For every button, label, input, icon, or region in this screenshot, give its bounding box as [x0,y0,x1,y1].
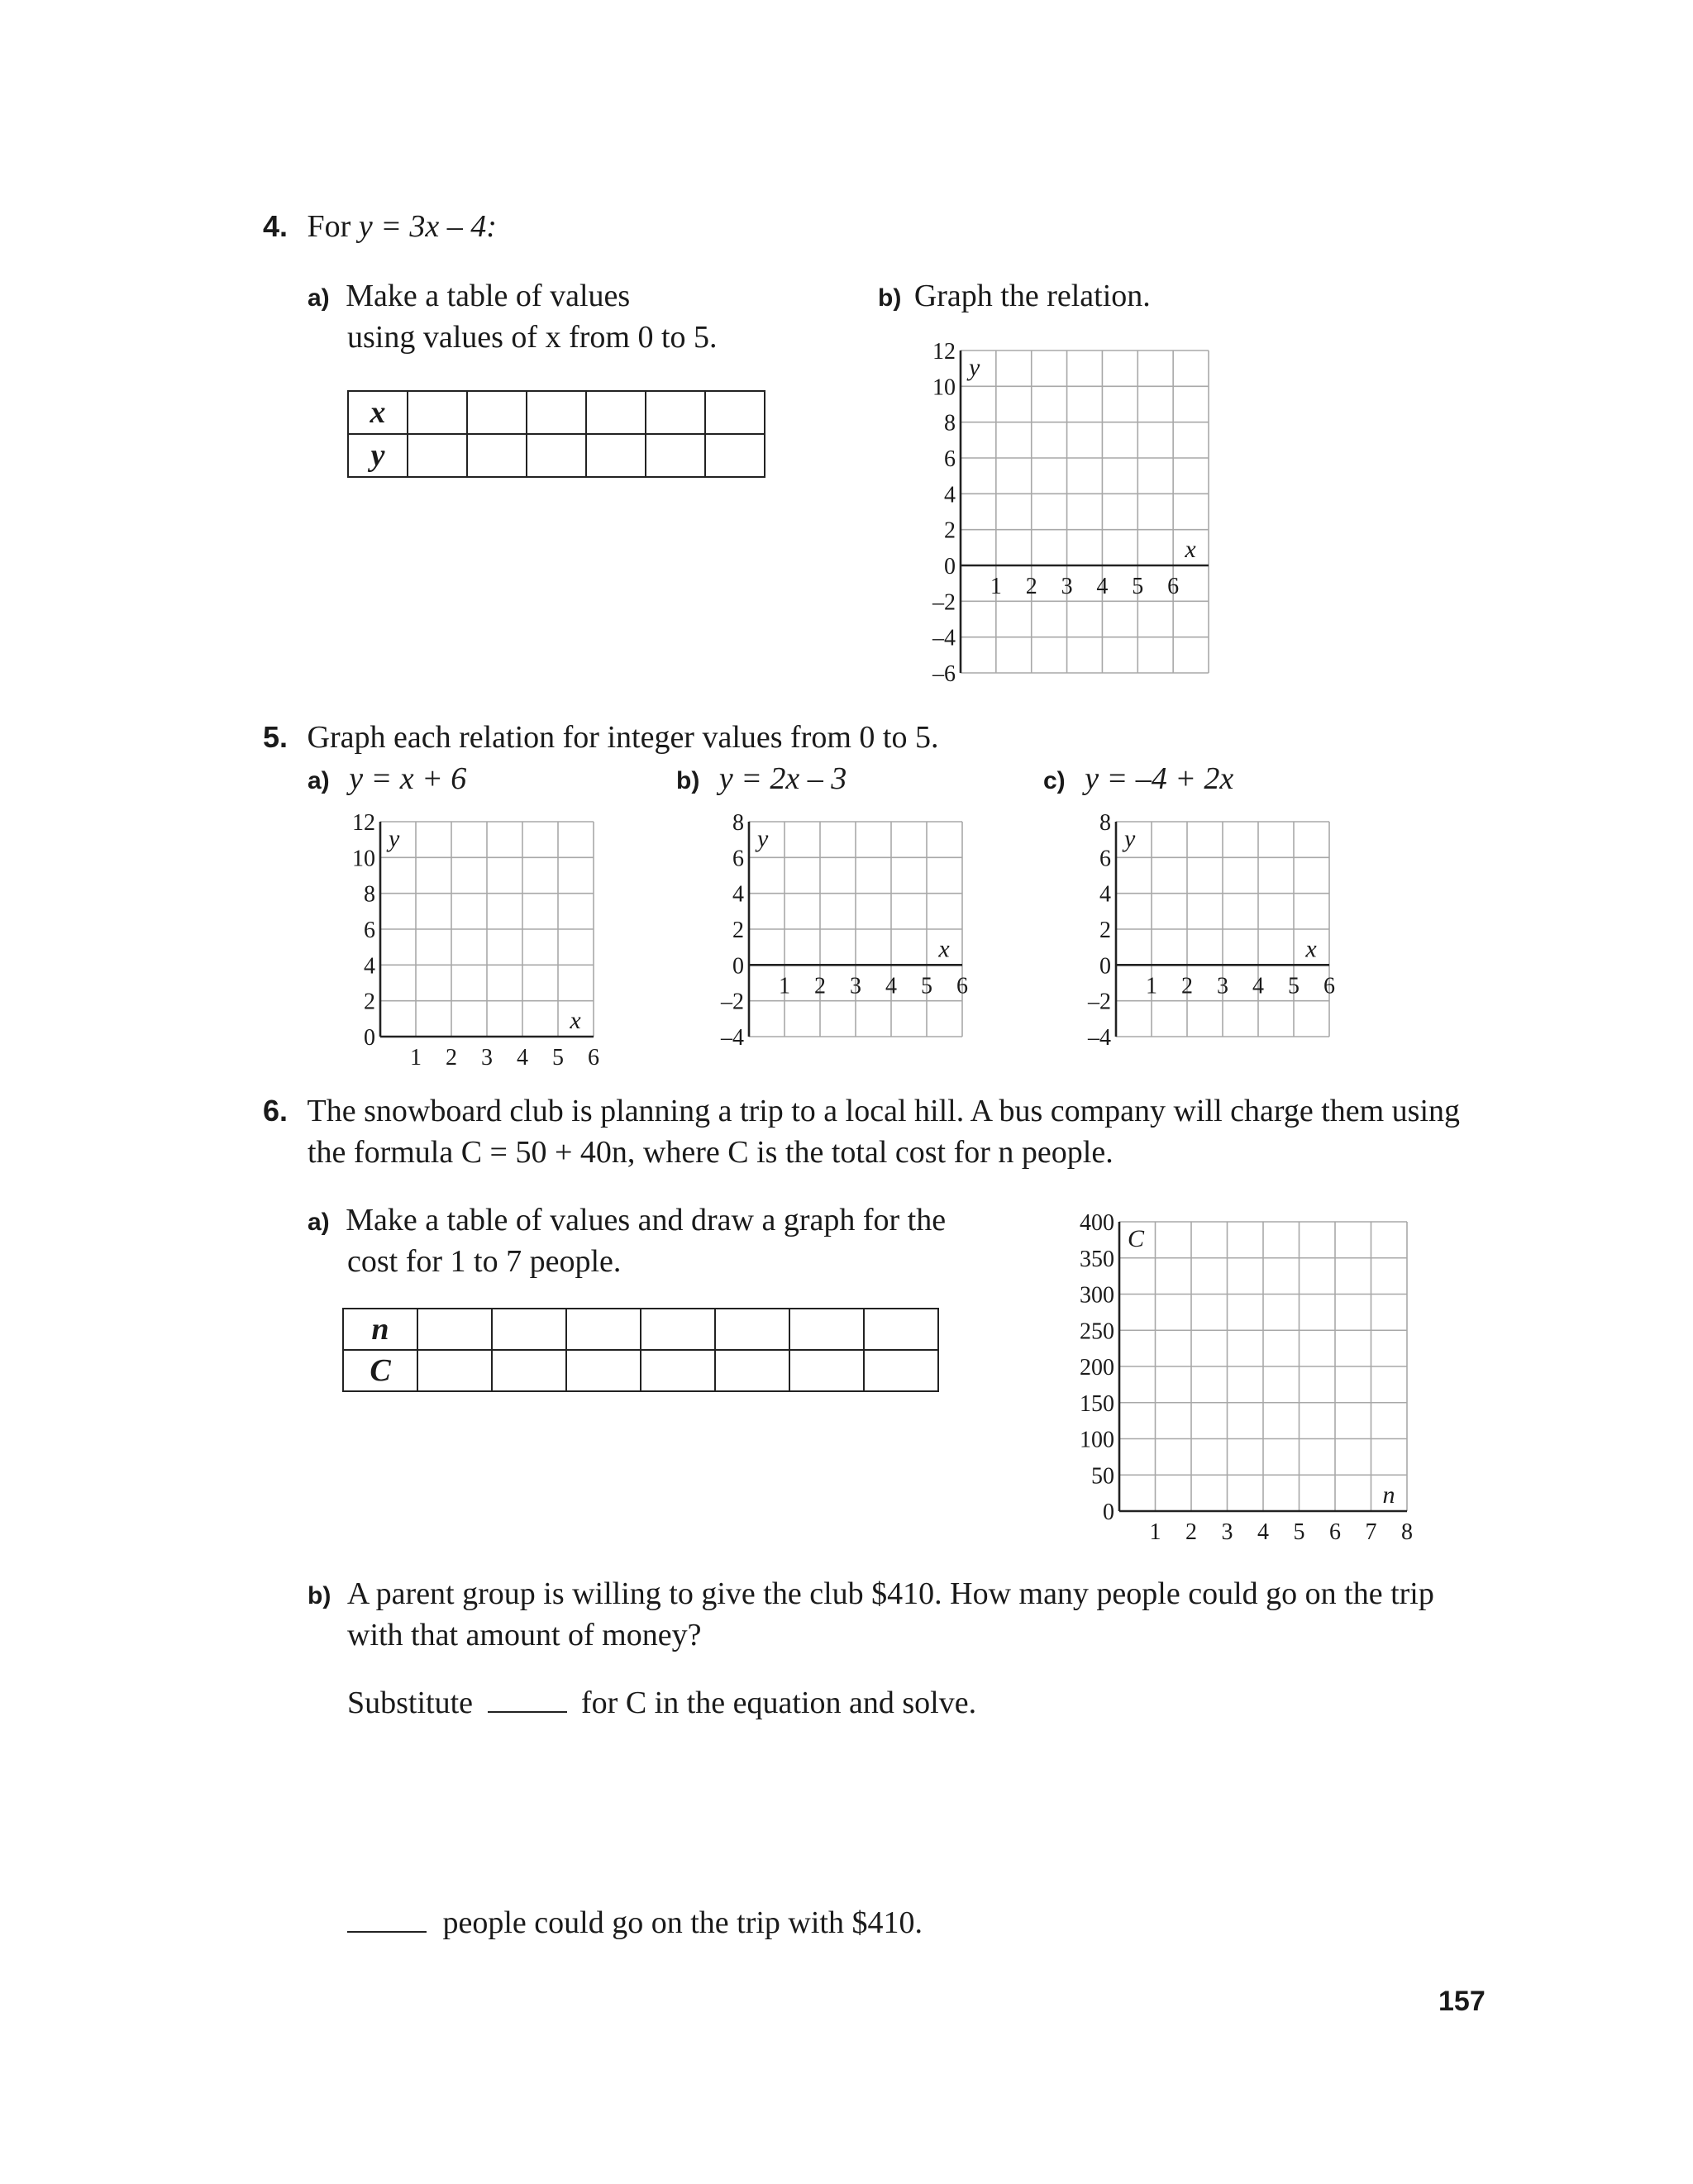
x-tick-label: 3 [850,973,861,999]
x-tick-label: 4 [1096,574,1109,599]
table-row [343,1350,938,1391]
q5b-equation: y = 2x – 3 [718,761,847,796]
table-cell[interactable] [527,434,586,477]
q5a-heading [308,759,466,799]
table-cell[interactable] [646,434,705,477]
table-cell[interactable] [467,434,527,477]
y-tick-label: 2 [732,918,744,943]
y-tick-label: –2 [721,989,744,1015]
q4-prompt [263,207,497,247]
y-tick-label: 12 [352,810,375,836]
q5-prompt [263,718,938,758]
q6b-line1: A parent group is willing to give the club $410. How many people could go on the trip [346,1576,1434,1611]
table-cell[interactable] [641,1309,715,1350]
table-cell[interactable] [715,1350,789,1391]
y-tick-label: 10 [352,846,375,872]
y-tick-label: 0 [1103,1500,1114,1525]
y-tick-label: 4 [944,482,956,508]
y-tick-label: –4 [1088,1025,1111,1051]
y-tick-label: 0 [944,554,956,579]
y-tick-label: 200 [1080,1355,1114,1380]
y-axis-label: C [1128,1225,1145,1252]
q6-prompt-line2: the formula C = 50 + 40n, where C is the total cost for n people. [308,1135,1114,1170]
q6-row-label-n: n [343,1309,417,1350]
table-cell[interactable] [789,1350,864,1391]
table-cell[interactable] [527,391,586,434]
q4-prompt-prefix: For [307,209,351,244]
y-tick-label: 50 [1091,1463,1114,1490]
x-axis-label: n [1382,1481,1395,1509]
table-cell[interactable] [864,1350,938,1391]
q5-number: 5. [263,720,289,754]
q5a-equation: y = x + 6 [349,761,467,796]
page-number: 157 [1438,1986,1486,2017]
q6a-graph[interactable] [1045,1204,1442,1551]
table-cell[interactable] [417,1309,492,1350]
x-tick-label: 1 [779,973,790,999]
y-axis-label: y [389,825,400,852]
y-tick-label: –4 [932,625,956,651]
x-tick-label: 3 [1221,1519,1233,1545]
q6-prompt [263,1091,1460,1132]
x-tick-label: 3 [1217,973,1228,999]
table-row [348,391,765,434]
x-tick-label: 2 [814,973,826,999]
y-tick-label: –6 [932,661,956,687]
y-tick-label: 6 [1099,846,1111,872]
q6-value-table [342,1308,939,1392]
x-axis-label: x [938,935,950,963]
y-tick-label: 8 [944,410,956,436]
y-tick-label: 6 [732,846,744,872]
q6b-label: b) [308,1582,331,1609]
q6a-text [308,1200,946,1241]
x-tick-label: 2 [1181,973,1193,999]
x-tick-label: 8 [1401,1519,1413,1545]
q5b-heading [676,759,846,799]
q5-prompt-text: Graph each relation for integer values from 0 to 5. [307,720,939,755]
answer-text: people could go on the trip with $410. [442,1905,923,1940]
y-tick-label: 12 [932,339,956,365]
q4-row-label-x: x [348,391,408,434]
substitute-blank[interactable] [488,1686,567,1713]
x-tick-label: 1 [1146,973,1157,999]
y-tick-label: 2 [364,989,375,1015]
x-tick-label: 5 [921,973,932,999]
q4a-label: a) [308,284,330,312]
y-tick-label: 400 [1080,1210,1114,1236]
table-cell[interactable] [789,1309,864,1350]
q5b-graph[interactable] [683,802,997,1066]
q6a-label: a) [308,1209,330,1236]
y-tick-label: 100 [1080,1427,1114,1453]
x-tick-label: 1 [1149,1519,1161,1545]
table-cell[interactable] [492,1309,566,1350]
x-tick-label: 5 [1132,574,1144,599]
y-tick-label: 6 [944,446,956,472]
y-tick-label: –4 [721,1025,744,1051]
q6b-line2: with that amount of money? [347,1618,702,1652]
x-tick-label: 6 [956,973,968,999]
table-row [343,1309,938,1350]
q5c-equation: y = –4 + 2x [1085,761,1234,796]
table-cell[interactable] [586,391,646,434]
y-tick-label: 4 [364,953,375,980]
x-axis-label: x [1305,935,1317,963]
y-tick-label: 8 [1099,810,1111,836]
y-tick-label: 4 [732,881,744,908]
x-axis-label: x [1185,536,1196,563]
q5a-label: a) [308,767,330,794]
x-tick-label: 5 [1288,973,1300,999]
q6-number: 6. [263,1094,289,1128]
substitute-after: for C in the equation and solve. [581,1686,977,1720]
q4-number: 4. [263,209,289,243]
table-cell[interactable] [641,1350,715,1391]
answer-blank[interactable] [347,1906,427,1933]
y-tick-label: 2 [944,517,956,544]
table-cell[interactable] [586,434,646,477]
table-cell[interactable] [417,1350,492,1391]
table-cell[interactable] [566,1350,641,1391]
x-tick-label: 4 [1252,973,1264,999]
q4-row-label-y: y [348,434,408,477]
substitute-before: Substitute [347,1686,474,1720]
table-cell[interactable] [408,434,467,477]
table-cell[interactable] [715,1309,789,1350]
y-tick-label: 350 [1080,1246,1114,1272]
y-tick-label: 4 [1099,881,1111,908]
y-tick-label: 2 [1099,918,1111,943]
q4b-label: b) [878,284,902,312]
x-tick-label: 4 [885,973,897,999]
y-axis-label: y [969,354,980,381]
q6a-line1: Make a table of values and draw a graph for the [346,1203,947,1237]
y-tick-label: 150 [1080,1390,1114,1417]
substitute-sentence [347,1683,976,1724]
y-tick-label: 8 [364,881,375,908]
y-tick-label: 8 [732,810,744,836]
q4a-line1: Make a table of values [346,279,631,313]
x-tick-label: 4 [517,1045,528,1071]
x-axis-label: x [570,1007,581,1034]
table-cell[interactable] [705,434,765,477]
x-tick-label: 6 [588,1045,599,1071]
q5c-heading [1043,759,1233,799]
q6a-line2: cost for 1 to 7 people. [347,1244,622,1279]
x-tick-label: 4 [1257,1519,1269,1545]
x-tick-label: 3 [1061,574,1073,599]
q5c-graph[interactable] [1050,802,1364,1066]
q6-prompt-line1: The snowboard club is planning a trip to a local hill. A bus company will charge them using [307,1094,1461,1128]
y-tick-label: 0 [732,953,744,980]
x-tick-label: 2 [1185,1519,1197,1545]
x-tick-label: 6 [1167,574,1180,599]
x-tick-label: 3 [481,1045,493,1071]
y-tick-label: –2 [1088,989,1111,1015]
table-row [348,434,765,477]
y-tick-label: 0 [364,1025,375,1051]
q5b-label: b) [676,767,700,794]
q4-equation: y = 3x – 4: [358,209,497,244]
q5c-label: c) [1043,767,1066,794]
table-cell[interactable] [864,1309,938,1350]
q4b-graph[interactable] [878,331,1258,694]
table-cell[interactable] [408,391,467,434]
x-tick-label: 7 [1365,1519,1377,1545]
y-axis-label: y [1124,825,1136,852]
answer-sentence [347,1903,923,1943]
x-tick-label: 5 [552,1045,564,1071]
table-cell[interactable] [705,391,765,434]
x-tick-label: 1 [410,1045,422,1071]
table-cell[interactable] [467,391,527,434]
q6-row-label-c: C [343,1350,417,1391]
q4a-line2: using values of x from 0 to 5. [347,320,718,355]
x-tick-label: 1 [990,574,1002,599]
q4-value-table [347,390,765,478]
q6b-text [308,1574,1434,1614]
table-cell[interactable] [492,1350,566,1391]
table-cell[interactable] [646,391,705,434]
x-tick-label: 5 [1293,1519,1305,1545]
y-tick-label: –2 [932,589,956,616]
q4b-title: Graph the relation. [913,279,1151,313]
q4b-text [878,276,1151,317]
y-tick-label: 10 [932,374,956,401]
q5a-graph[interactable] [314,802,628,1071]
x-tick-label: 2 [446,1045,457,1071]
x-tick-label: 2 [1025,574,1037,599]
y-tick-label: 250 [1080,1319,1114,1345]
q4a-text [308,276,630,317]
y-axis-label: y [757,825,769,852]
table-cell[interactable] [566,1309,641,1350]
y-tick-label: 0 [1099,953,1111,980]
y-tick-label: 300 [1080,1282,1114,1309]
x-tick-label: 6 [1323,973,1335,999]
x-tick-label: 6 [1329,1519,1341,1545]
y-tick-label: 6 [364,918,375,943]
